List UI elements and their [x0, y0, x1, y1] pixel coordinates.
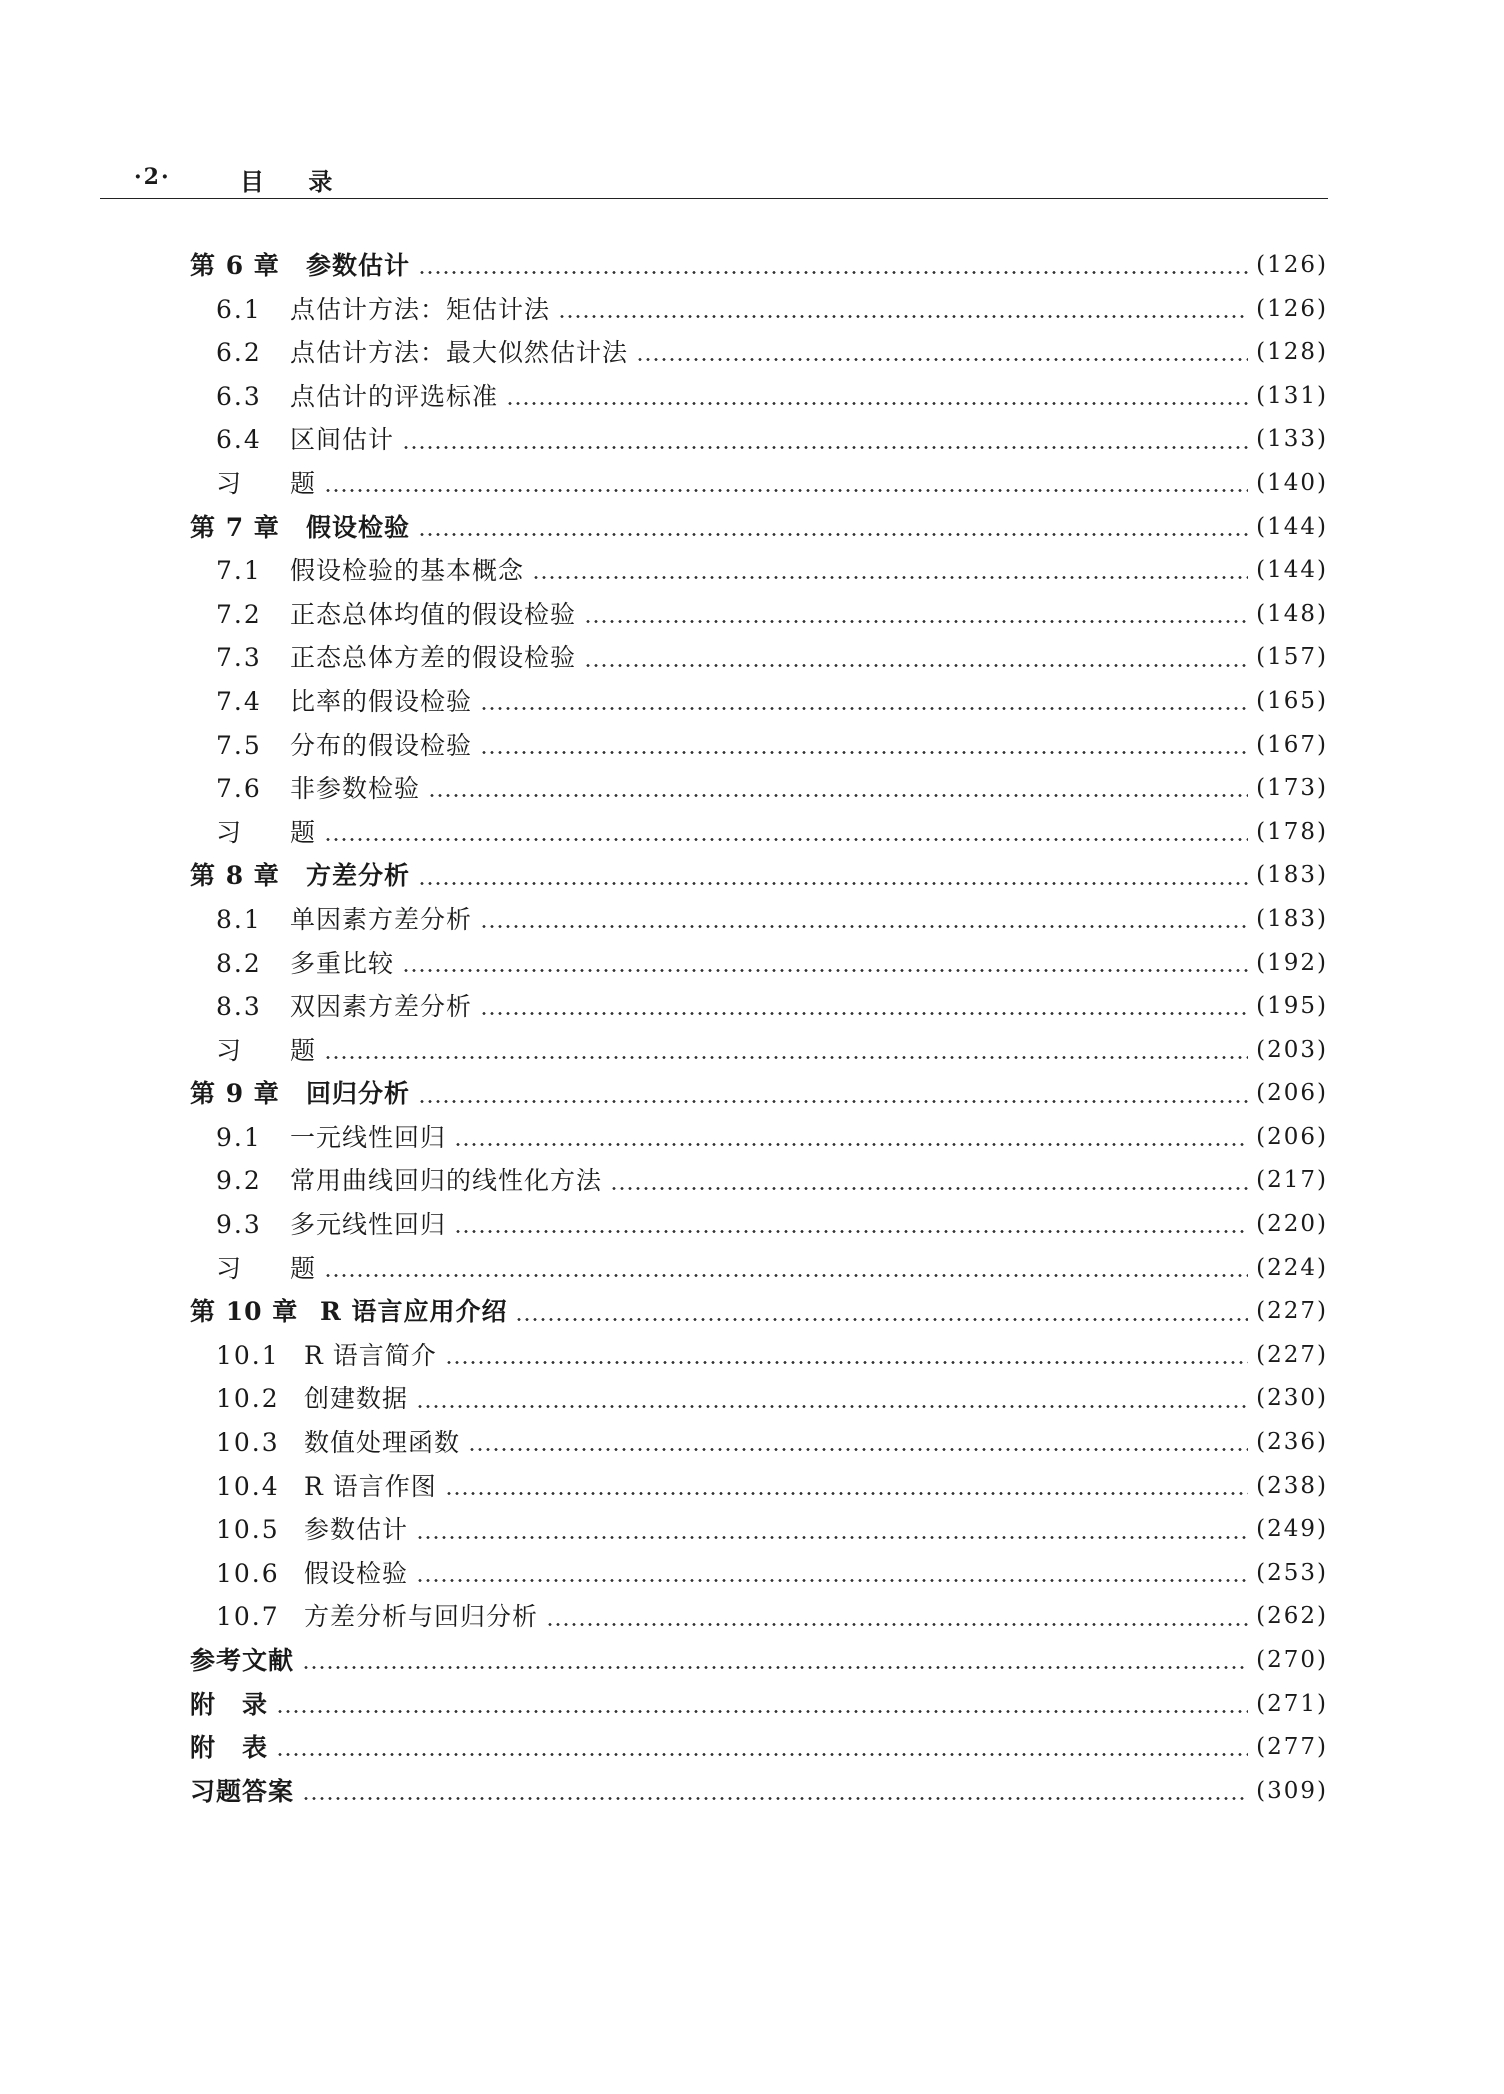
toc-entry[interactable]	[190, 942, 1328, 986]
toc-entry-title: 参考文献	[190, 1646, 295, 1675]
dot-leader	[302, 1666, 1248, 1669]
dot-leader	[276, 1710, 1248, 1713]
toc-entry[interactable]	[190, 1595, 1328, 1639]
dot-leader	[558, 315, 1248, 318]
toc-entry-title: R 语言作图	[304, 1471, 437, 1501]
toc-entry-number: 9.1	[216, 1122, 262, 1152]
dot-leader	[416, 1536, 1248, 1539]
dot-leader	[402, 446, 1248, 449]
toc-entry-number: 10.1	[216, 1340, 280, 1370]
toc-entry[interactable]	[190, 898, 1328, 942]
toc-entry-number: 9.2	[216, 1166, 262, 1196]
toc-entry-number: 第 7 章	[190, 512, 280, 542]
dot-leader	[418, 271, 1248, 274]
toc-entry[interactable]	[190, 1639, 1328, 1683]
toc-entry-number: 10.4	[216, 1471, 280, 1501]
dot-leader	[402, 969, 1248, 972]
dot-leader	[276, 1753, 1248, 1756]
dot-leader	[416, 1405, 1248, 1408]
dot-leader	[416, 1579, 1248, 1582]
toc-entry[interactable]	[190, 1770, 1328, 1814]
toc-entry[interactable]	[190, 331, 1328, 375]
toc-entry[interactable]	[190, 593, 1328, 637]
toc-entry-number: 7.3	[216, 643, 262, 673]
toc-entry-number: 10.5	[216, 1515, 280, 1545]
toc-entry-number: 习	[216, 1035, 244, 1065]
toc-entry-page: (217)	[1256, 1167, 1328, 1194]
toc-entry-title: 回归分析	[306, 1079, 411, 1109]
toc-entry-title: 数值处理函数	[304, 1428, 461, 1458]
toc-entry[interactable]	[190, 1377, 1328, 1421]
toc-entry-number: 6.2	[216, 338, 262, 368]
toc-entry[interactable]	[190, 1116, 1328, 1160]
dot-leader	[418, 882, 1248, 885]
toc-entry[interactable]	[190, 244, 1328, 288]
dot-leader	[480, 925, 1248, 928]
dot-leader	[418, 533, 1248, 536]
toc-entry-page: (195)	[1256, 993, 1328, 1020]
toc-entry-title: 区间估计	[290, 425, 395, 455]
toc-entry-title: 假设检验的基本概念	[290, 556, 525, 586]
toc-entry-title: 多元线性回归	[290, 1210, 447, 1240]
toc-entry-page: (224)	[1256, 1254, 1328, 1281]
toc-entry-number: 习	[216, 817, 244, 847]
toc-entry-number: 10.7	[216, 1602, 280, 1632]
toc-entry-title: 参数估计	[304, 1515, 409, 1545]
toc-entry-title: R 语言简介	[304, 1340, 437, 1370]
dot-leader	[636, 358, 1248, 361]
toc-entry-title: 假设检验	[306, 512, 411, 542]
toc-entry-number: 10.2	[216, 1384, 280, 1414]
dot-leader	[324, 489, 1248, 492]
toc-entry[interactable]	[190, 636, 1328, 680]
toc-entry-page: (128)	[1256, 339, 1328, 366]
dot-leader	[610, 1187, 1248, 1190]
toc-entry-page: (271)	[1256, 1690, 1328, 1717]
toc-entry-title: 附 表	[190, 1733, 269, 1763]
dot-leader	[468, 1448, 1248, 1451]
toc-entry-page: (270)	[1256, 1647, 1328, 1673]
toc-entry[interactable]	[190, 1072, 1328, 1116]
toc-entry-title: 一元线性回归	[290, 1122, 447, 1152]
toc-entry[interactable]	[190, 767, 1328, 811]
toc-entry-title: R 语言应用介绍	[320, 1297, 508, 1327]
toc-entry[interactable]	[190, 985, 1328, 1029]
toc-entry-page: (227)	[1256, 1341, 1328, 1368]
toc-entry[interactable]	[190, 1203, 1328, 1247]
toc-entry-page: (165)	[1256, 687, 1328, 714]
dot-leader	[480, 751, 1248, 754]
toc-entry-page: (144)	[1256, 513, 1328, 540]
toc-entry-title: 双因素方差分析	[290, 992, 473, 1022]
table-of-contents	[190, 244, 1328, 1813]
toc-entry-page: (126)	[1256, 252, 1328, 278]
dot-leader	[454, 1230, 1248, 1233]
toc-entry-page: (140)	[1256, 469, 1328, 496]
dot-leader	[546, 1623, 1248, 1626]
toc-entry-page: (236)	[1256, 1429, 1328, 1456]
toc-entry[interactable]	[190, 549, 1328, 593]
toc-entry[interactable]	[190, 375, 1328, 419]
toc-entry-page: (144)	[1256, 557, 1328, 584]
toc-entry-page: (133)	[1256, 426, 1328, 453]
toc-entry[interactable]	[190, 1683, 1328, 1727]
dot-leader	[532, 576, 1248, 579]
toc-entry-page: (230)	[1256, 1385, 1328, 1412]
toc-entry-number: 第 6 章	[190, 251, 280, 280]
toc-entry-title: 点估计方法：最大似然估计法	[290, 338, 629, 368]
toc-entry[interactable]	[190, 1247, 1328, 1291]
dot-leader	[584, 664, 1248, 667]
page-number: ·2·	[134, 164, 171, 190]
toc-entry-number: 10.3	[216, 1428, 280, 1458]
toc-entry-title: 常用曲线回归的线性化方法	[290, 1166, 603, 1196]
toc-entry-number: 第 10 章	[190, 1297, 299, 1327]
toc-entry-title: 题	[290, 1253, 317, 1283]
toc-entry-title: 多重比较	[290, 948, 395, 978]
toc-entry-number: 8.3	[216, 992, 262, 1022]
toc-entry[interactable]	[190, 724, 1328, 768]
toc-entry[interactable]	[190, 1465, 1328, 1509]
toc-entry-title: 附 录	[190, 1689, 269, 1719]
toc-entry-title: 题	[290, 468, 317, 498]
toc-entry[interactable]	[190, 288, 1328, 332]
toc-entry[interactable]	[190, 462, 1328, 506]
toc-entry-number: 9.3	[216, 1210, 262, 1240]
toc-entry-number: 7.5	[216, 730, 262, 760]
toc-entry[interactable]	[190, 811, 1328, 855]
toc-entry-title: 题	[290, 817, 317, 847]
toc-entry-title: 分布的假设检验	[290, 730, 473, 760]
toc-entry[interactable]	[190, 854, 1328, 898]
dot-leader	[324, 1274, 1248, 1277]
toc-entry-title: 参数估计	[306, 251, 411, 280]
toc-entry-title: 习题答案	[190, 1776, 295, 1806]
dot-leader	[584, 620, 1248, 623]
toc-entry-title: 假设检验	[304, 1558, 409, 1588]
toc-entry-number: 7.6	[216, 774, 262, 804]
dot-leader	[480, 1012, 1248, 1015]
toc-entry-title: 比率的假设检验	[290, 686, 473, 716]
toc-entry-page: (178)	[1256, 818, 1328, 845]
toc-entry-title: 题	[290, 1035, 317, 1065]
toc-entry-page: (167)	[1256, 731, 1328, 758]
toc-entry-title: 点估计方法：矩估计法	[290, 294, 551, 324]
toc-entry-page: (253)	[1256, 1559, 1328, 1586]
toc-entry-page: (309)	[1256, 1777, 1328, 1804]
toc-entry-page: (148)	[1256, 600, 1328, 627]
toc-entry-title: 正态总体方差的假设检验	[290, 643, 577, 673]
toc-entry-title: 方差分析	[306, 861, 411, 891]
toc-entry-title: 方差分析与回归分析	[304, 1602, 539, 1632]
toc-entry-number: 第 9 章	[190, 1079, 280, 1109]
toc-entry-number: 7.4	[216, 686, 262, 716]
toc-entry-page: (262)	[1256, 1603, 1328, 1630]
toc-entry-number: 8.1	[216, 904, 262, 934]
toc-entry[interactable]	[190, 1290, 1328, 1334]
toc-entry-page: (192)	[1256, 949, 1328, 976]
toc-entry-number: 习	[216, 468, 244, 498]
toc-entry[interactable]	[190, 506, 1328, 550]
dot-leader	[428, 794, 1248, 797]
dot-leader	[418, 1100, 1248, 1103]
toc-entry-page: (131)	[1256, 382, 1328, 409]
toc-entry[interactable]	[190, 1552, 1328, 1596]
running-title: 目 录	[240, 167, 351, 196]
toc-entry-number: 第 8 章	[190, 861, 280, 891]
toc-entry-page: (238)	[1256, 1472, 1328, 1499]
running-header	[100, 160, 1328, 199]
toc-entry-title: 正态总体均值的假设检验	[290, 599, 577, 629]
toc-entry-page: (206)	[1256, 1080, 1328, 1107]
dot-leader	[324, 1056, 1248, 1059]
dot-leader	[302, 1797, 1248, 1800]
dot-leader	[506, 402, 1248, 405]
toc-entry-page: (220)	[1256, 1211, 1328, 1238]
dot-leader	[324, 838, 1248, 841]
toc-entry-page: (126)	[1256, 295, 1328, 322]
toc-entry-page: (203)	[1256, 1036, 1328, 1063]
toc-entry-number: 6.1	[216, 294, 262, 324]
toc-entry-number: 6.4	[216, 425, 262, 455]
toc-entry-page: (249)	[1256, 1516, 1328, 1543]
toc-entry[interactable]	[190, 1421, 1328, 1465]
toc-entry[interactable]	[190, 1159, 1328, 1203]
toc-entry[interactable]	[190, 1508, 1328, 1552]
toc-entry-number: 8.2	[216, 948, 262, 978]
toc-entry-title: 单因素方差分析	[290, 904, 473, 934]
toc-entry[interactable]	[190, 418, 1328, 462]
toc-entry-page: (183)	[1256, 905, 1328, 932]
toc-entry-page: (227)	[1256, 1298, 1328, 1325]
toc-entry[interactable]	[190, 1726, 1328, 1770]
toc-entry-title: 创建数据	[304, 1384, 409, 1414]
toc-entry-page: (157)	[1256, 644, 1328, 671]
toc-entry-number: 6.3	[216, 381, 262, 411]
toc-entry[interactable]	[190, 680, 1328, 724]
toc-entry-number: 习	[216, 1253, 244, 1283]
toc-entry-number: 7.2	[216, 599, 262, 629]
toc-entry-number: 7.1	[216, 556, 262, 586]
toc-entry-page: (206)	[1256, 1123, 1328, 1150]
toc-entry-page: (277)	[1256, 1734, 1328, 1761]
dot-leader	[445, 1361, 1248, 1364]
toc-entry-page: (173)	[1256, 775, 1328, 802]
toc-entry-title: 非参数检验	[290, 774, 421, 804]
toc-entry[interactable]	[190, 1029, 1328, 1073]
dot-leader	[445, 1492, 1248, 1495]
toc-entry-number: 10.6	[216, 1558, 280, 1588]
toc-entry[interactable]	[190, 1334, 1328, 1378]
toc-entry-title: 点估计的评选标准	[290, 381, 499, 411]
dot-leader	[454, 1143, 1248, 1146]
toc-entry-page: (183)	[1256, 862, 1328, 889]
dot-leader	[515, 1318, 1248, 1321]
dot-leader	[480, 707, 1248, 710]
